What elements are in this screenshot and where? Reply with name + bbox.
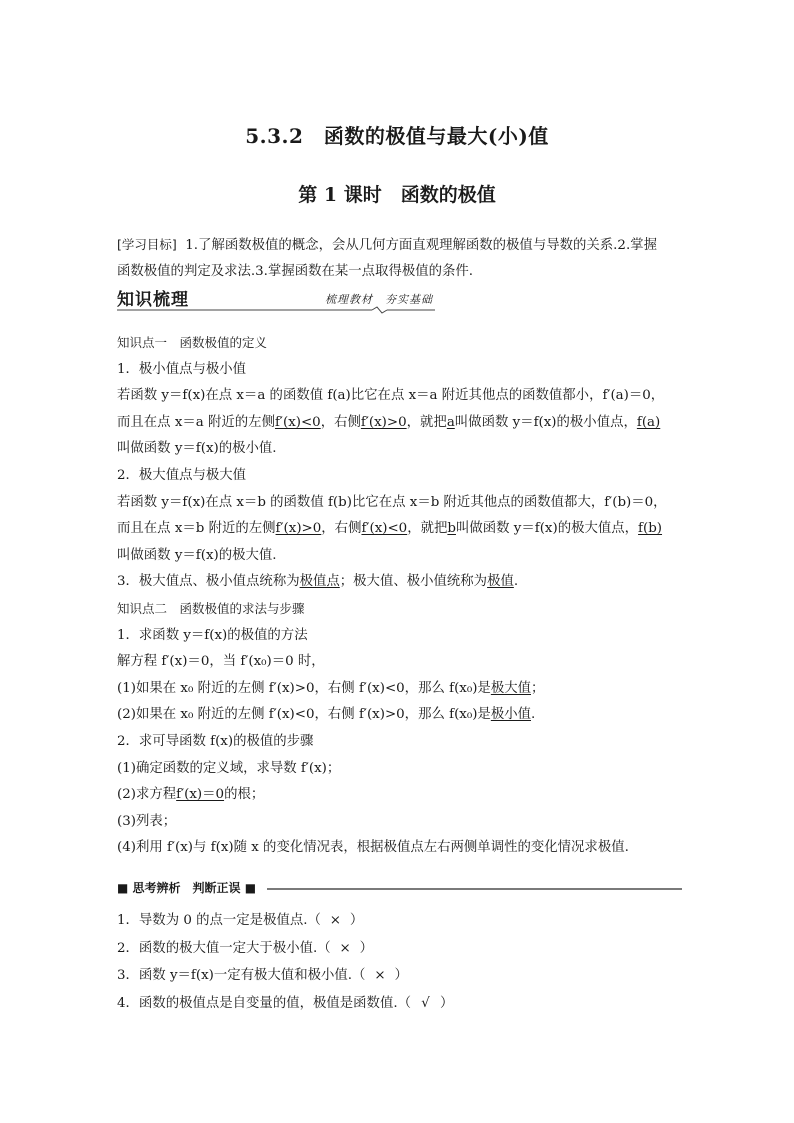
answer-blank: f′(x)＝0 [176, 787, 225, 803]
answer-blank: f(a) [636, 414, 661, 430]
answer-blank: 极值点 [299, 574, 340, 590]
text-span: 而且在点 x＝a 附近的左侧 [117, 414, 275, 430]
think-divider [267, 888, 682, 890]
text-span: ； [531, 680, 545, 696]
think-header [117, 879, 682, 899]
text-span: ） [359, 940, 374, 956]
answer-mark: √ [421, 995, 430, 1011]
point1-p1-line3: 叫做函数 y＝f(x)的极小值. [117, 441, 277, 457]
answer-mark: × [329, 913, 342, 928]
point1-sub1: 1．极小值点与极小值 [117, 361, 247, 377]
text-span: (1)如果在 x₀ 附近的左侧 f′(x)>0，右侧 f′(x)<0，那么 f(x₀)是 [117, 680, 491, 696]
answer-blank: f′(x)<0 [361, 521, 408, 537]
point2-sub2: 2．求可导函数 f(x)的极值的步骤 [117, 733, 314, 749]
text-span: ，就把 [407, 521, 448, 537]
lesson-title: 第 1 课时 函数的极值 [298, 184, 496, 206]
answer-blank: 极大值 [490, 680, 531, 696]
text-span: ，右侧 [320, 414, 361, 430]
answer-blank: b [447, 521, 456, 537]
list-item [117, 907, 682, 935]
text-span: 叫做函数 y＝f(x)的极大值点， [455, 521, 639, 537]
text-span: ） [440, 995, 454, 1011]
question-text: 1．导数为 0 的点一定是极值点.（ [117, 913, 321, 928]
point1-p2-line3: 叫做函数 y＝f(x)的极大值. [117, 547, 277, 563]
question-text: 4．函数的极值点是自变量的值，极值是函数值.（ [117, 995, 411, 1011]
text-span: . [513, 574, 519, 590]
section-title: 5.3.2 函数的极值与最大(小)值 [245, 124, 549, 148]
question-text: 3．函数 y＝f(x)一定有极大值和极小值.（ [117, 968, 366, 983]
text-span: ；极大值、极小值统称为 [339, 574, 488, 590]
text-span: (2)如果在 x₀ 附近的左侧 f′(x)<0，右侧 f′(x)>0，那么 f(x₀)是 [117, 707, 491, 723]
point1-p3 [117, 569, 682, 596]
text-span: ，右侧 [321, 521, 362, 537]
learning-objectives [117, 232, 682, 285]
answer-blank: f′(x)>0 [360, 414, 407, 430]
question-text: 2．函数的极大值一定大于极小值.（ [117, 940, 331, 956]
point2-line2 [117, 676, 682, 703]
answer-blank: 极小值 [490, 707, 531, 723]
answer-mark: × [374, 968, 386, 983]
point2-step3: (3)列表； [117, 813, 177, 829]
point2-step2 [117, 782, 682, 809]
answer-blank: f′(x)<0 [274, 414, 321, 430]
point1-p1-line1: 若函数 y＝f(x)在点 x＝a 的函数值 f(a)比它在点 x＝a 附近其他点的函数值都小，f′(a)＝0， [117, 388, 665, 404]
knowledge-header [117, 285, 435, 313]
answer-blank: 极值 [487, 574, 514, 590]
answer-blank: a [446, 414, 455, 430]
point2-step4: (4)利用 f′(x)与 f(x)随 x 的变化情况表，根据极值点左右两侧单调性的变化情况求极值. [117, 840, 629, 856]
point2-sub1: 1．求函数 y＝f(x)的极值的方法 [117, 627, 308, 643]
list-item [117, 935, 682, 963]
text-span: (2)求方程 [117, 787, 177, 803]
point1-p1-line2 [117, 410, 682, 437]
objective-label: [学习目标] [117, 237, 177, 252]
point1-heading: 知识点一 函数极值的定义 [117, 335, 268, 350]
text-span: ） [394, 968, 408, 983]
text-span: 而且在点 x＝b 附近的左侧 [117, 521, 276, 537]
point2-line1: 解方程 f′(x)＝0，当 f′(x₀)＝0 时， [117, 654, 325, 670]
text-span: 的根； [224, 787, 265, 803]
objective-line1: 1.了解函数极值的概念，会从几何方面直观理解函数的极值与导数的关系.2.掌握 [185, 238, 657, 253]
text-span: ） [349, 913, 364, 928]
objective-line2: 函数极值的判定及求法.3.掌握函数在某一点取得极值的条件. [117, 264, 474, 279]
text-span: 叫做函数 y＝f(x)的极小值点， [454, 414, 637, 430]
answer-mark: × [339, 940, 351, 956]
knowledge-point-1 [117, 330, 682, 862]
list-item [117, 962, 682, 990]
text-span: ，就把 [406, 414, 447, 430]
knowledge-header-title: 知识梳理 [117, 290, 189, 310]
point1-p2-line2 [117, 516, 682, 543]
list-item [117, 990, 682, 1018]
point2-line3 [117, 702, 682, 729]
point2-step1: (1)确定函数的定义域，求导数 f′(x)； [117, 760, 341, 776]
header-divider [117, 306, 435, 314]
knowledge-header-subtitle: 梳理教材 夯实基础 [325, 293, 433, 306]
text-span: 3．极大值点、极小值点统称为 [117, 574, 300, 590]
think-title: ■ 思考辨析 判断正误 ■ [117, 879, 262, 896]
text-span: . [531, 707, 536, 723]
judgement-list [117, 907, 682, 1017]
point1-p2-line1: 若函数 y＝f(x)在点 x＝b 的函数值 f(b)比它在点 x＝b 附近其他点的函数值都大，f′(b)＝0， [117, 494, 667, 510]
point1-sub2: 2．极大值点与极大值 [117, 467, 247, 483]
answer-blank: f(b) [638, 521, 663, 537]
answer-blank: f′(x)>0 [275, 521, 322, 537]
point2-heading: 知识点二 函数极值的求法与步骤 [117, 600, 305, 616]
